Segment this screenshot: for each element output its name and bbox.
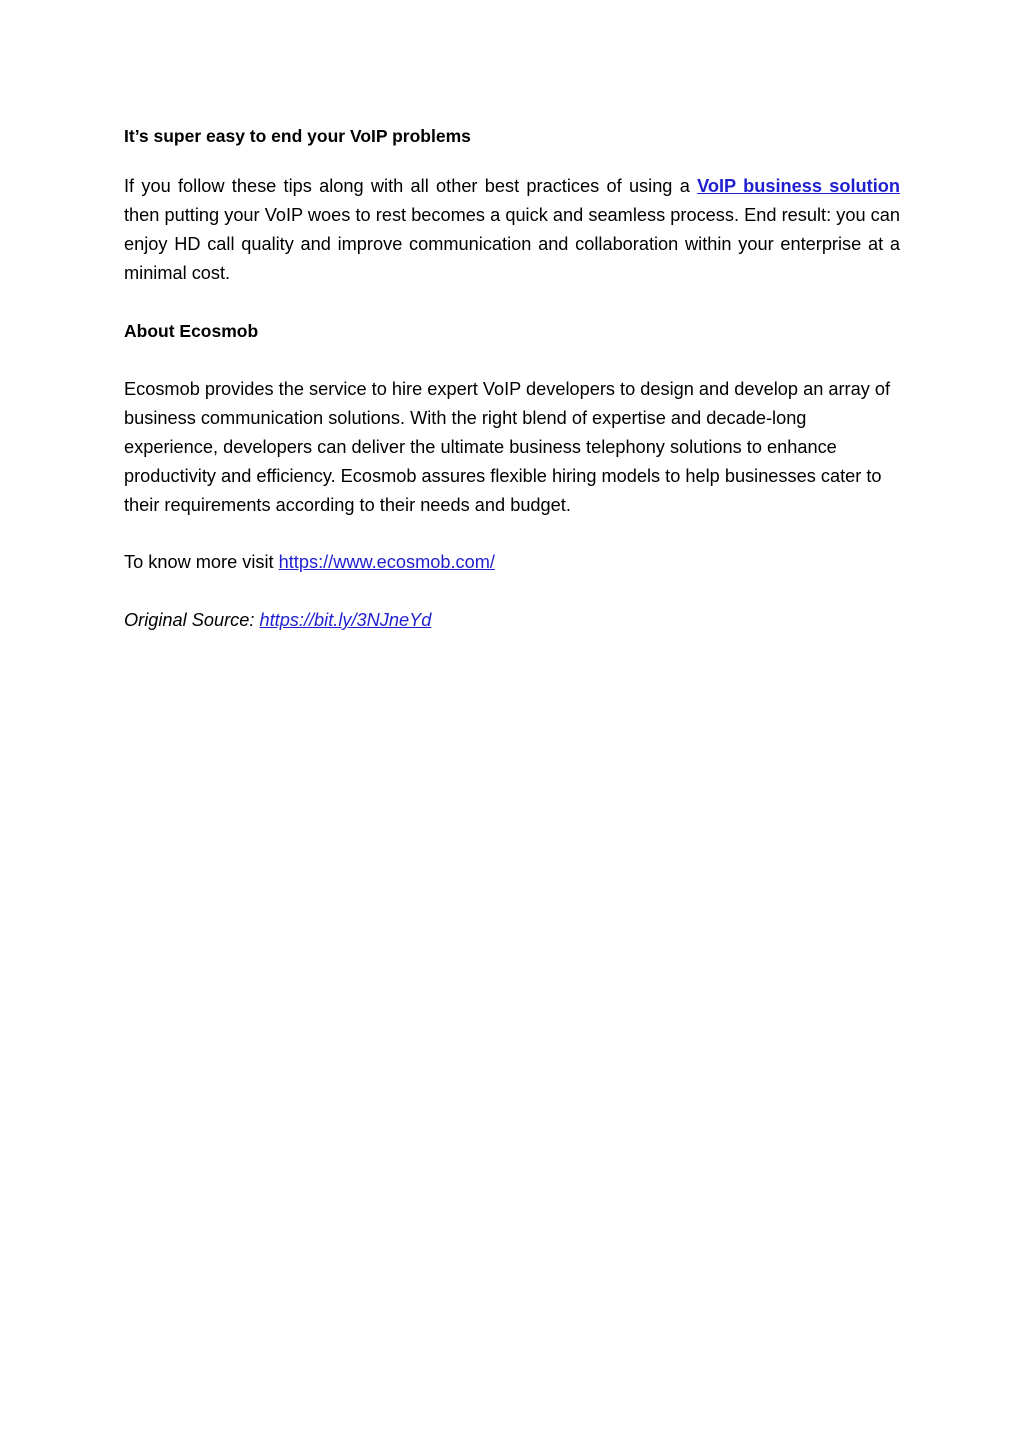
section-heading-about: About Ecosmob [124, 321, 259, 341]
paragraph-tips [124, 172, 900, 288]
visit-label: To know more visit [124, 552, 279, 572]
document-page [124, 0, 900, 1447]
original-source-link[interactable]: https://bit.ly/3NJneYd [259, 610, 432, 630]
ecosmob-website-link[interactable]: https://www.ecosmob.com/ [278, 552, 495, 572]
paragraph-tips-intro: If you follow these tips along with all other best practices of using a [124, 176, 698, 196]
voip-business-solution-link[interactable]: VoIP business solution [697, 176, 900, 196]
source-line [124, 606, 900, 635]
visit-line [124, 548, 900, 577]
paragraph-about-ecosmob: Ecosmob provides the service to hire expert VoIP developers to design and develop an array of business communication solutions. With the right blend of expertise and decade-long experience, developers can deliver the ultimate business telephony solutions to enhance productivity and efficiency. Ecosmob assures flexible hiring models to help businesses cater to their requirements according to their needs and budget. [124, 379, 891, 515]
source-label: Original Source: [124, 610, 260, 630]
section-heading-voip-problems: It’s super easy to end your VoIP problems [124, 126, 471, 146]
paragraph-tips-rest: then putting your VoIP woes to rest becomes a quick and seamless process. End result: you can enjoy HD call quality and improve communication and collaboration within your enterprise at a minimal cost. [124, 205, 900, 283]
